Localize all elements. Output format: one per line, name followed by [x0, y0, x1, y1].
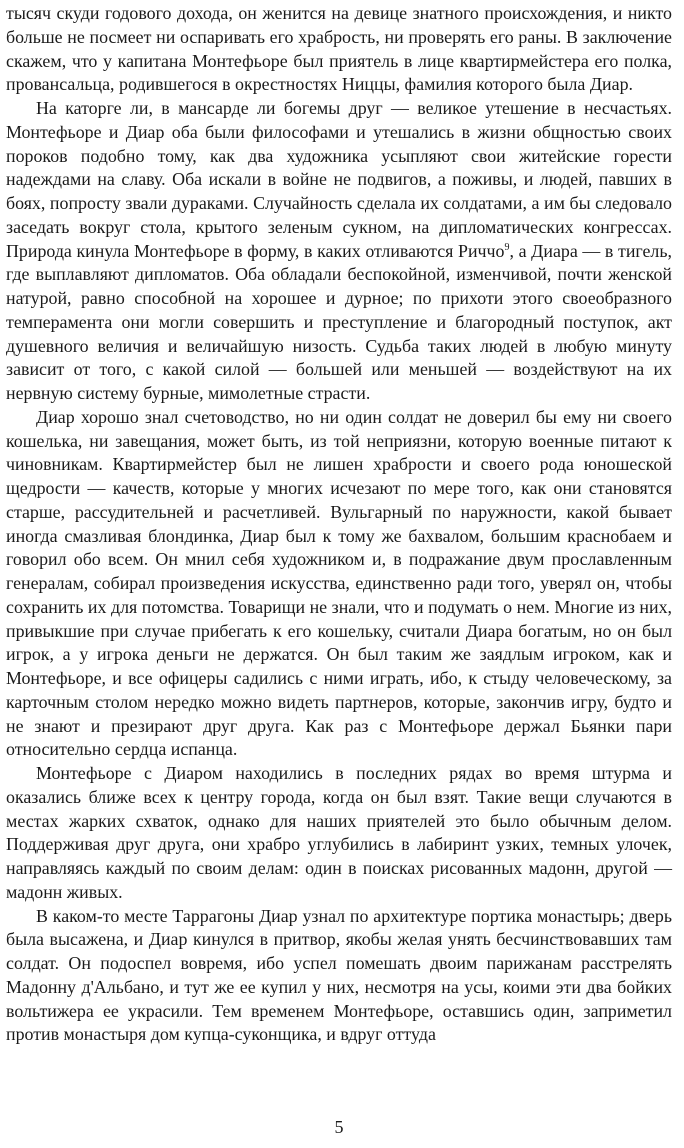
paragraph-text: На каторге ли, в мансарде ли богемы друг — великое утешение в несчастьях. Монтефьоре и Диар оба были философами и утешались в жизни общностью своих пороков подобно тому, как два художника усыпляют свои житейские горести надеждами на славу. Оба искали в войне не подвигов, а поживы, и людей, павших в боях, попросту звали дураками. Случайность сделала их солдатами, а им бы следовало заседать вокруг стола, крытого зеленым сукном, на дипломатических конгрессах. Природа кинула Монтефьоре в форму, в каких отливаются Риччо	[6, 98, 672, 261]
paragraph	[6, 905, 672, 1048]
paragraph-text-continued: , а Диара — в тигель, где выплавляют дипломатов. Оба обладали беспокойной, изменчивой, почти женской натурой, равно способной на хорошее и дурное; по прихоти этого своеобразного темперамента они могли совершить и преступление и благородный поступок, акт душевного величия и величайшую низость. Судьба таких людей в любую минуту зависит от того, с какой силой — большей или меньшей — воздействуют на их нервную систему бурные, мимолетные страсти.	[6, 240, 672, 403]
paragraph	[6, 97, 672, 406]
paragraph	[6, 2, 672, 97]
paragraph	[6, 762, 672, 905]
paragraph-text: В каком-то месте Таррагоны Диар узнал по архитектуре портика монастырь; дверь была высажена, и Диар кинулся в притвор, якобы желая унять бесчинствовавших там солдат. Он подоспел вовремя, ибо успел помешать двоим парижанам расстрелять Мадонну д'Альбано, и тут же ее купил у них, несмотря на усы, коими эти два бойких вольтижера ее украсили. Тем временем Монтефьоре, оставшись один, заприметил против монастыря дом купца-суконщика, и вдруг оттуда	[6, 905, 672, 1045]
book-page	[6, 0, 672, 1148]
paragraph-text: Монтефьоре с Диаром находились в последних рядах во время штурма и оказались ближе всех к центру города, когда он был взят. Такие вещи случаются в местах жарких схваток, однако для наших приятелей это было обычным делом. Поддерживая друг друга, они храбро углубились в лабиринт узких, темных улочек, направляясь каждый по своим делам: один в поисках рисованных мадонн, другой — мадонн живых.	[6, 763, 672, 902]
paragraph	[6, 406, 672, 762]
paragraph-text: тысяч скуди годового дохода, он женится на девице знатного происхождения, и никто больше не посмеет ни оспаривать его храбрость, ни проверять его раны. В заключение скажем, что у капитана Монтефьоре был приятель в лице квартирмейстера его полка, провансальца, родившегося в окрестностях Ниццы, фамилия которого была Диар.	[6, 3, 672, 95]
page-number: 5	[334, 1117, 344, 1137]
footnote-marker: 9	[504, 241, 510, 253]
body-text	[6, 2, 672, 1047]
paragraph-text: Диар хорошо знал счетоводство, но ни один солдат не доверил бы ему ни своего кошелька, ни завещания, может быть, из той неприязни, которую военные питают к чиновникам. Квартирмейстер был не лишен храбрости и своего рода юношеской щедрости — качеств, которые у многих исчезают по мере того, как они становятся старше, рассудительней и расчетливей. Вульгарный по наружности, какой бывает иногда смазливая блондинка, Диар был к тому же бахвалом, большим краснобаем и говорил обо всем. Он мнил себя художником и, в подражание двум прославленным генералам, собирал произведения искусства, единственно ради того, уверял он, чтобы сохранить их для потомства. Товарищи не знали, что и подумать о нем. Многие из них, привыкшие при случае прибегать к его кошельку, считали Диара богатым, но он был игрок, а у игрока деньги не держатся. Он был таким же заядлым игроком, как и Монтефьоре, и все офицеры садились с ними играть, ибо, к стыду человеческому, за карточным столом нередко можно видеть партнеров, которые, закончив игру, будто и не знают и презирают друг друга. Как раз с Монтефьоре держал Бьянки пари относительно сердца испанца.	[6, 406, 672, 760]
